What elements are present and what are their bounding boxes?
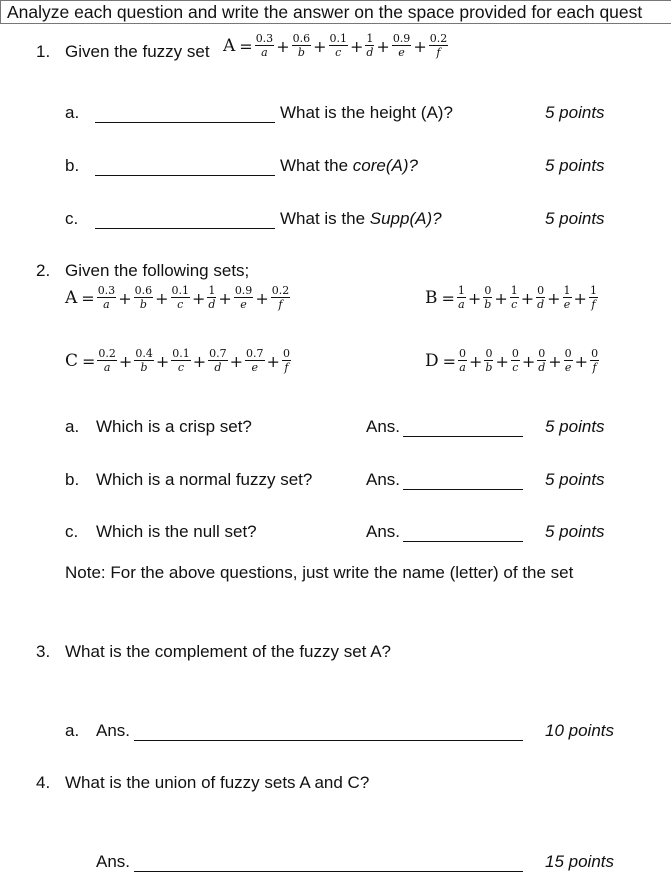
- membership-value: 1: [510, 284, 518, 297]
- q2-part-a-question: Which is a crisp set?: [96, 417, 252, 436]
- q1-part-a-answer-line[interactable]: [95, 122, 275, 123]
- q2-part-c-points: 5 points: [545, 522, 605, 541]
- element-label: c: [512, 361, 519, 374]
- instructions-header: Analyze each question and write the answer on the space provided for each quest: [0, 0, 671, 24]
- q2-part-a-points: 5 points: [545, 417, 605, 436]
- plus-sign: +: [376, 36, 390, 56]
- q1-text: Given the fuzzy set: [65, 42, 210, 61]
- q1-part-c-answer-line[interactable]: [95, 228, 275, 229]
- q1-part-c-letter: c.: [65, 209, 79, 228]
- set-name: A: [223, 36, 236, 56]
- element-label: e: [398, 46, 405, 59]
- element-label: d: [537, 298, 545, 311]
- q1-part-b-letter: b.: [65, 156, 80, 175]
- q4-answer-line[interactable]: [134, 871, 523, 872]
- q2-part-c-ans-label: Ans.: [366, 522, 401, 541]
- element-label: a: [458, 298, 465, 311]
- membership-value: 1: [457, 284, 465, 297]
- element-label: f: [278, 298, 283, 311]
- q1-part-b-points: 5 points: [545, 156, 605, 175]
- q1-part-a-letter: a.: [65, 103, 80, 122]
- membership-value: 0.2: [98, 347, 116, 360]
- plus-sign: +: [521, 351, 536, 371]
- membership-term: [171, 285, 191, 311]
- plus-sign: +: [155, 351, 170, 371]
- q2-part-c-question: Which is the null set?: [96, 522, 257, 541]
- q4-points: 15 points: [545, 852, 614, 871]
- q2-note: Note: For the above questions, just write the name (letter) of the set: [65, 563, 574, 582]
- q2-part-a-letter: a.: [65, 417, 80, 436]
- membership-value: 0.6: [292, 32, 311, 45]
- membership-term: [563, 285, 572, 311]
- q4-text: What is the union of fuzzy sets A and C?: [65, 773, 370, 792]
- membership-term: [234, 285, 254, 311]
- set-name: A: [65, 288, 78, 308]
- q1-part-b-italic: core(A)?: [352, 156, 418, 175]
- membership-term: [484, 348, 493, 374]
- membership-value: 0.2: [429, 32, 448, 45]
- plus-sign: +: [155, 288, 169, 308]
- q2-part-b-letter: b.: [65, 470, 80, 489]
- membership-term: [365, 33, 374, 59]
- plus-sign: +: [413, 36, 427, 56]
- q2-part-b-ans-label: Ans.: [366, 470, 401, 489]
- element-label: c: [511, 298, 518, 311]
- membership-term: [590, 348, 599, 374]
- plus-sign: +: [520, 288, 535, 308]
- q1-part-c-italic: Supp(A)?: [369, 209, 442, 228]
- element-label: a: [459, 361, 466, 374]
- plus-sign: +: [495, 351, 509, 371]
- membership-term: [171, 348, 191, 374]
- q1-part-b-question: [280, 156, 418, 176]
- q2-set-b-formula: [425, 285, 599, 311]
- element-label: c: [335, 46, 342, 59]
- element-label: f: [592, 361, 597, 374]
- membership-value: 1: [563, 284, 571, 297]
- plus-sign: +: [313, 36, 327, 56]
- membership-term: [245, 348, 265, 374]
- membership-value: 0.9: [234, 284, 253, 297]
- plus-sign: +: [276, 36, 290, 56]
- element-label: e: [563, 298, 571, 311]
- membership-value: 0.4: [135, 347, 153, 360]
- membership-value: 0.3: [97, 284, 116, 297]
- membership-term: [537, 348, 546, 374]
- plus-sign: +: [266, 351, 280, 371]
- q2-part-b-points: 5 points: [545, 470, 605, 489]
- element-label: f: [591, 298, 596, 311]
- membership-term: [589, 285, 598, 311]
- equals-sign: =: [82, 351, 96, 371]
- element-label: b: [297, 46, 305, 59]
- membership-value: 0.1: [329, 32, 347, 45]
- membership-value: 1: [589, 284, 597, 297]
- equals-sign: =: [442, 351, 457, 371]
- membership-term: [207, 285, 216, 311]
- plus-sign: +: [573, 288, 587, 308]
- membership-value: 0: [511, 347, 519, 360]
- membership-value: 0: [564, 347, 572, 360]
- membership-value: 0.3: [255, 32, 274, 45]
- element-label: e: [564, 361, 572, 374]
- membership-value: 0.9: [392, 32, 411, 45]
- element-label: b: [140, 361, 148, 374]
- element-label: b: [485, 361, 493, 374]
- q2-part-c-letter: c.: [65, 522, 79, 541]
- q1-part-a-question: [280, 103, 453, 123]
- plus-sign: +: [350, 36, 364, 56]
- membership-term: [483, 285, 492, 311]
- membership-value: 0.1: [171, 284, 189, 297]
- q1-number: 1.: [36, 42, 51, 61]
- membership-term: [255, 33, 275, 59]
- element-label: d: [208, 298, 216, 311]
- element-label: a: [103, 361, 111, 374]
- membership-term: [134, 285, 154, 311]
- membership-value: 0: [484, 284, 492, 297]
- equals-sign: =: [81, 288, 95, 308]
- plus-sign: +: [494, 288, 508, 308]
- plus-sign: +: [192, 288, 206, 308]
- q1-set-a-formula: [223, 33, 449, 59]
- membership-value: 0.7: [209, 347, 227, 360]
- q2-part-a-answer-line[interactable]: [403, 436, 523, 437]
- plus-sign: +: [467, 288, 482, 308]
- element-label: d: [214, 361, 222, 374]
- q1-part-b-answer-line[interactable]: [95, 175, 275, 176]
- membership-value: 1: [208, 284, 216, 297]
- equals-sign: =: [239, 36, 253, 56]
- element-label: b: [139, 298, 147, 311]
- membership-term: [457, 285, 466, 311]
- q1-part-a-prefix: What is the height (A)?: [280, 103, 453, 122]
- element-label: d: [366, 46, 374, 59]
- membership-term: [292, 33, 312, 59]
- membership-term: [97, 285, 117, 311]
- element-label: c: [177, 298, 184, 311]
- q1-part-a-points: 5 points: [545, 103, 605, 122]
- element-label: f: [436, 46, 441, 59]
- membership-value: 0.7: [246, 347, 264, 360]
- membership-term: [458, 348, 467, 374]
- element-label: e: [240, 298, 247, 311]
- element-label: a: [261, 46, 268, 59]
- set-name: B: [425, 288, 438, 308]
- membership-term: [511, 348, 520, 374]
- membership-value: 0: [538, 347, 546, 360]
- membership-value: 0: [485, 347, 493, 360]
- q2-part-c-answer-line[interactable]: [403, 541, 523, 542]
- plus-sign: +: [548, 351, 562, 371]
- plus-sign: +: [192, 351, 207, 371]
- element-label: e: [251, 361, 259, 374]
- membership-term: [392, 33, 412, 59]
- membership-term: [208, 348, 228, 374]
- q3-answer-line[interactable]: [134, 740, 523, 741]
- membership-term: [134, 348, 154, 374]
- q1-part-c-prefix: What is the: [280, 209, 370, 228]
- plus-sign: +: [218, 288, 232, 308]
- q2-text: Given the following sets;: [65, 261, 250, 280]
- q2-set-c-formula: [65, 348, 292, 374]
- plus-sign: +: [469, 351, 483, 371]
- q1-part-c-points: 5 points: [545, 209, 605, 228]
- q2-part-a-ans-label: Ans.: [366, 417, 401, 436]
- membership-value: 0.1: [172, 347, 190, 360]
- membership-value: 0.6: [134, 284, 153, 297]
- membership-value: 0.2: [271, 284, 290, 297]
- element-label: b: [484, 298, 492, 311]
- q2-part-b-answer-line[interactable]: [403, 489, 523, 490]
- membership-term: [536, 285, 545, 311]
- membership-term: [282, 348, 291, 374]
- membership-value: 1: [366, 32, 374, 45]
- membership-term: [429, 33, 449, 59]
- plus-sign: +: [118, 351, 133, 371]
- q3-points: 10 points: [545, 721, 614, 740]
- membership-value: 0: [459, 347, 467, 360]
- q2-number: 2.: [36, 261, 51, 280]
- plus-sign: +: [229, 351, 244, 371]
- plus-sign: +: [255, 288, 269, 308]
- membership-value: 0: [591, 347, 599, 360]
- plus-sign: +: [118, 288, 132, 308]
- q2-set-a-formula: [65, 285, 291, 311]
- q4-number: 4.: [36, 773, 51, 792]
- membership-term: [97, 348, 117, 374]
- q3-number: 3.: [36, 642, 51, 661]
- element-label: c: [177, 361, 185, 374]
- element-label: a: [103, 298, 110, 311]
- set-name: D: [425, 351, 439, 371]
- q3-text: What is the complement of the fuzzy set A?: [65, 642, 391, 661]
- plus-sign: +: [547, 288, 561, 308]
- q1-part-c-question: [280, 209, 442, 229]
- q4-ans-label: Ans.: [96, 852, 131, 871]
- q1-part-b-prefix: What the: [280, 156, 353, 175]
- membership-term: [329, 33, 349, 59]
- q3-ans-label: Ans.: [96, 721, 131, 740]
- element-label: d: [538, 361, 546, 374]
- q2-part-b-question: Which is a normal fuzzy set?: [96, 470, 313, 489]
- equals-sign: =: [441, 288, 455, 308]
- membership-term: [510, 285, 519, 311]
- q2-set-d-formula: [425, 348, 600, 374]
- membership-term: [564, 348, 573, 374]
- plus-sign: +: [574, 351, 589, 371]
- q3-part-a-letter: a.: [65, 721, 80, 740]
- membership-value: 0: [537, 284, 545, 297]
- membership-term: [271, 285, 291, 311]
- membership-value: 0: [282, 347, 290, 360]
- set-name: C: [65, 351, 79, 371]
- element-label: f: [284, 361, 289, 374]
